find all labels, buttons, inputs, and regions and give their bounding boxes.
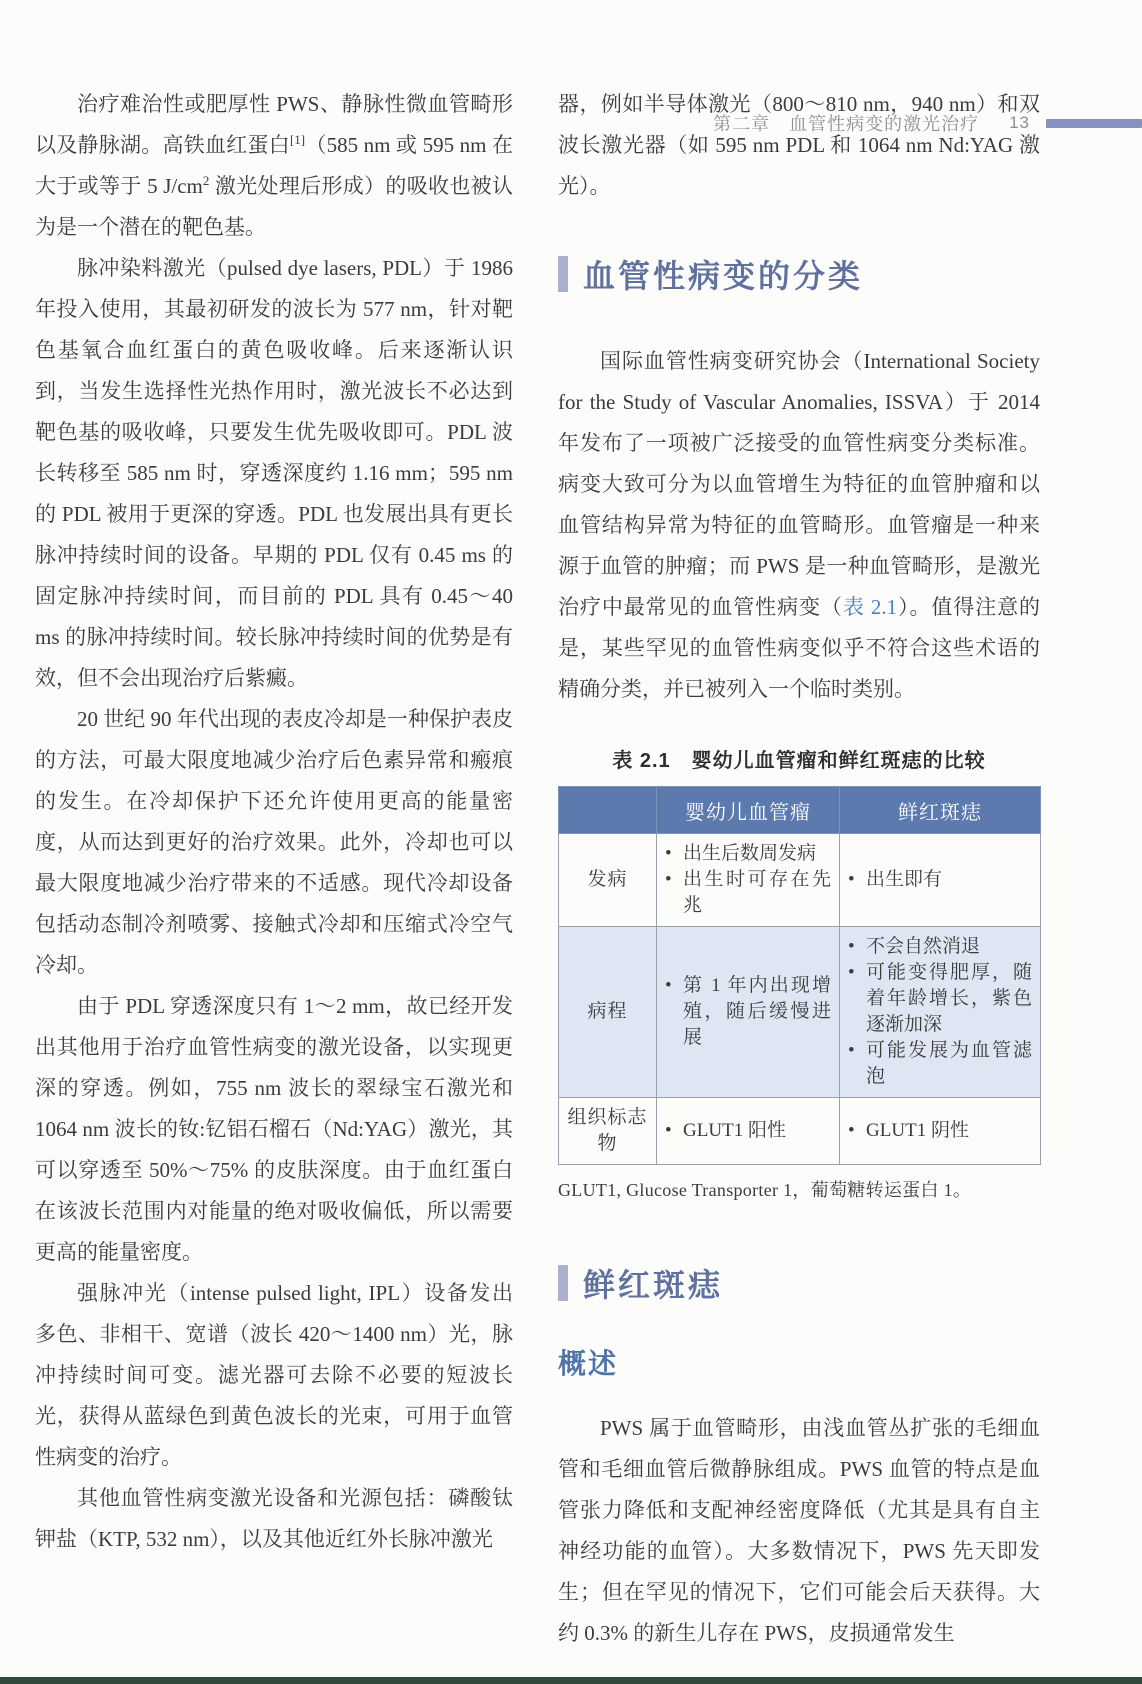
subsection-heading-overview: 概述 <box>558 1348 619 1379</box>
paragraph-epidermal-cooling: 20 世纪 90 年代出现的表皮冷却是一种保护表皮的方法，可最大限度地减少治疗后色素异常和瘢痕的发生。在冷却保护下还允许使用更高的能量密度，从而达到更好的治疗效果。此外，冷却也可以最大限度地减少治疗带来的不适感。现代冷却设备包括动态制冷剂喷雾、接触式冷却和压缩式冷空气冷却。 <box>35 707 513 977</box>
paragraph-pws-overview: PWS 属于血管畸形，由浅血管丛扩张的毛细血管和毛细血管后微静脉组成。PWS 血管的特点是血管张力降低和支配神经密度降低（尤其是具有自主神经功能的血管）。大多数情况下，PWS 先天即发生；但在罕见的情况下，它们可能会后天获得。大约 0.3% 的新生儿存在 PWS，皮损通常发生 <box>558 1416 1040 1645</box>
comparison-table <box>558 786 1041 1165</box>
table-row-marker <box>559 1098 1041 1165</box>
cell-course-hemangioma <box>657 927 840 1098</box>
cell-course-pws <box>840 927 1041 1098</box>
right-column <box>558 84 1040 1654</box>
left-column <box>35 84 513 1654</box>
table-row-onset <box>559 834 1041 927</box>
header-cell-pws: 鲜红斑痣 <box>840 787 1041 834</box>
section-title: 血管性病变的分类 <box>583 258 864 294</box>
header-accent-bar <box>1046 119 1142 128</box>
page-body <box>0 84 1142 1654</box>
row-label: 病程 <box>559 927 657 1098</box>
list-item: • 不会自然消退 <box>848 934 1032 960</box>
paragraph-methemoglobin: 治疗难治性或肥厚性 PWS、静脉性微血管畸形以及静脉湖。高铁血红蛋白[1]（585 nm 或 595 nm 在大于或等于 5 $J/cm^2$ 激光处理后形成）的吸收也被认为是一个潜在的靶色基。 <box>35 92 514 239</box>
paragraph-other-lasers-continued: 器，例如半导体激光（800～810 nm，940 nm）和双波长激光器（如 595 nm PDL 和 1064 nm Nd:YAG 激光）。 <box>558 92 1040 198</box>
heading-accent-bar <box>558 1265 568 1301</box>
header-cell-hemangioma: 婴幼儿血管瘤 <box>657 787 840 834</box>
list-item: • GLUT1 阳性 <box>665 1118 831 1144</box>
list-item: • 第 1 年内出现增殖，随后缓慢进展 <box>665 973 831 1051</box>
cell-onset-pws <box>840 834 1041 927</box>
page-bottom-scan-edge <box>0 1677 1142 1684</box>
table-2-1-block <box>558 744 1040 1202</box>
section-heading-pws <box>558 1260 1040 1306</box>
list-item: • 出生后数周发病 <box>665 841 831 867</box>
table-header-row <box>559 787 1041 834</box>
paragraph-pdl-history: 脉冲染料激光（pulsed dye lasers, PDL）于 1986 年投入使用，其最初研发的波长为 577 nm，针对靶色基氧合血红蛋白的黄色吸收峰。后来逐渐认识到，当发生选择性光热作用时，激光波长不必达到靶色基的吸收峰，只要发生优先吸收即可。PDL 波长转移至 585 nm 时，穿透深度约 1.16 mm；595 nm 的 PDL 被用于更深的穿透。PDL 也发展出具有更长脉冲持续时间的设备。早期的 PDL 仅有 0.45 ms 的固定脉冲持续时间，而目前的 PDL 具有 0.45～40 ms 的脉冲持续时间。较长脉冲持续时间的优势是有效，但不会出现治疗后紫癜。 <box>35 256 513 690</box>
cell-marker-pws <box>840 1098 1041 1165</box>
list-item: • GLUT1 阴性 <box>848 1118 1032 1144</box>
list-item: • 出生即有 <box>848 867 1032 893</box>
header-cell-empty <box>559 787 657 834</box>
row-label: 发病 <box>559 834 657 927</box>
chapter-title: 第二章 血管性病变的激光治疗 <box>713 114 980 134</box>
list-item: • 可能发展为血管滤泡 <box>848 1038 1032 1090</box>
table-row-course <box>559 927 1041 1098</box>
section-heading-classification <box>558 251 1040 297</box>
page-number: 13 <box>1009 113 1030 132</box>
table-title: 表 2.1 婴幼儿血管瘤和鲜红斑痣的比较 <box>612 750 986 772</box>
table-footnote: GLUT1, Glucose Transporter 1，葡萄糖转运蛋白 1。 <box>558 1180 972 1200</box>
cell-marker-hemangioma <box>657 1098 840 1165</box>
paragraph-issva: 国际血管性病变研究协会（International Society for the Study of Vascular Anomalies, ISSVA）于 2014 年发布了一项被广泛接受的血管性病变分类标准。病变大致可分为以血管增生为特征的血管肿瘤和以血管结构异常为特征的血管畸形。血管瘤是一种来源于血管的肿瘤；而 PWS 是一种血管畸形，是激光治疗中最常见的血管性病变（表 2.1）。值得注意的是，某些罕见的血管性病变似乎不符合这些术语的精确分类，并已被列入一个临时类别。 <box>558 349 1041 701</box>
paragraph-deeper-lasers: 由于 PDL 穿透深度只有 1～2 mm，故已经开发出其他用于治疗血管性病变的激光设备，以实现更深的穿透。例如，755 nm 波长的翠绿宝石激光和 1064 nm 波长的钕:钇铝石榴石（Nd:YAG）激光，其可以穿透至 50%～75% 的皮肤深度。由于血红蛋白在该波长范围内对能量的绝对吸收偏低，所以需要更高的能量密度。 <box>35 994 513 1264</box>
list-item: • 可能变得肥厚，随着年龄增长，紫色逐渐加深 <box>848 960 1032 1038</box>
paragraph-other-lasers: 其他血管性病变激光设备和光源包括：磷酸钛钾盐（KTP, 532 nm），以及其他近红外长脉冲激光 <box>35 1486 513 1551</box>
heading-accent-bar <box>558 256 568 292</box>
cell-onset-hemangioma <box>657 834 840 927</box>
row-label: 组织标志物 <box>559 1098 657 1165</box>
list-item: • 出生时可存在先兆 <box>665 867 831 919</box>
paragraph-ipl: 强脉冲光（intense pulsed light, IPL）设备发出多色、非相干、宽谱（波长 420～1400 nm）光，脉冲持续时间可变。滤光器可去除不必要的短波长光，获得从蓝绿色到黄色波长的光束，可用于血管性病变的治疗。 <box>35 1281 513 1469</box>
footnote-ref-1: [1] <box>289 132 306 147</box>
section-title: 鲜红斑痣 <box>583 1267 724 1303</box>
superscript-2: 2 <box>202 173 210 188</box>
table-2-1-crossref: 表 2.1 <box>842 595 898 619</box>
running-head <box>0 110 1142 136</box>
